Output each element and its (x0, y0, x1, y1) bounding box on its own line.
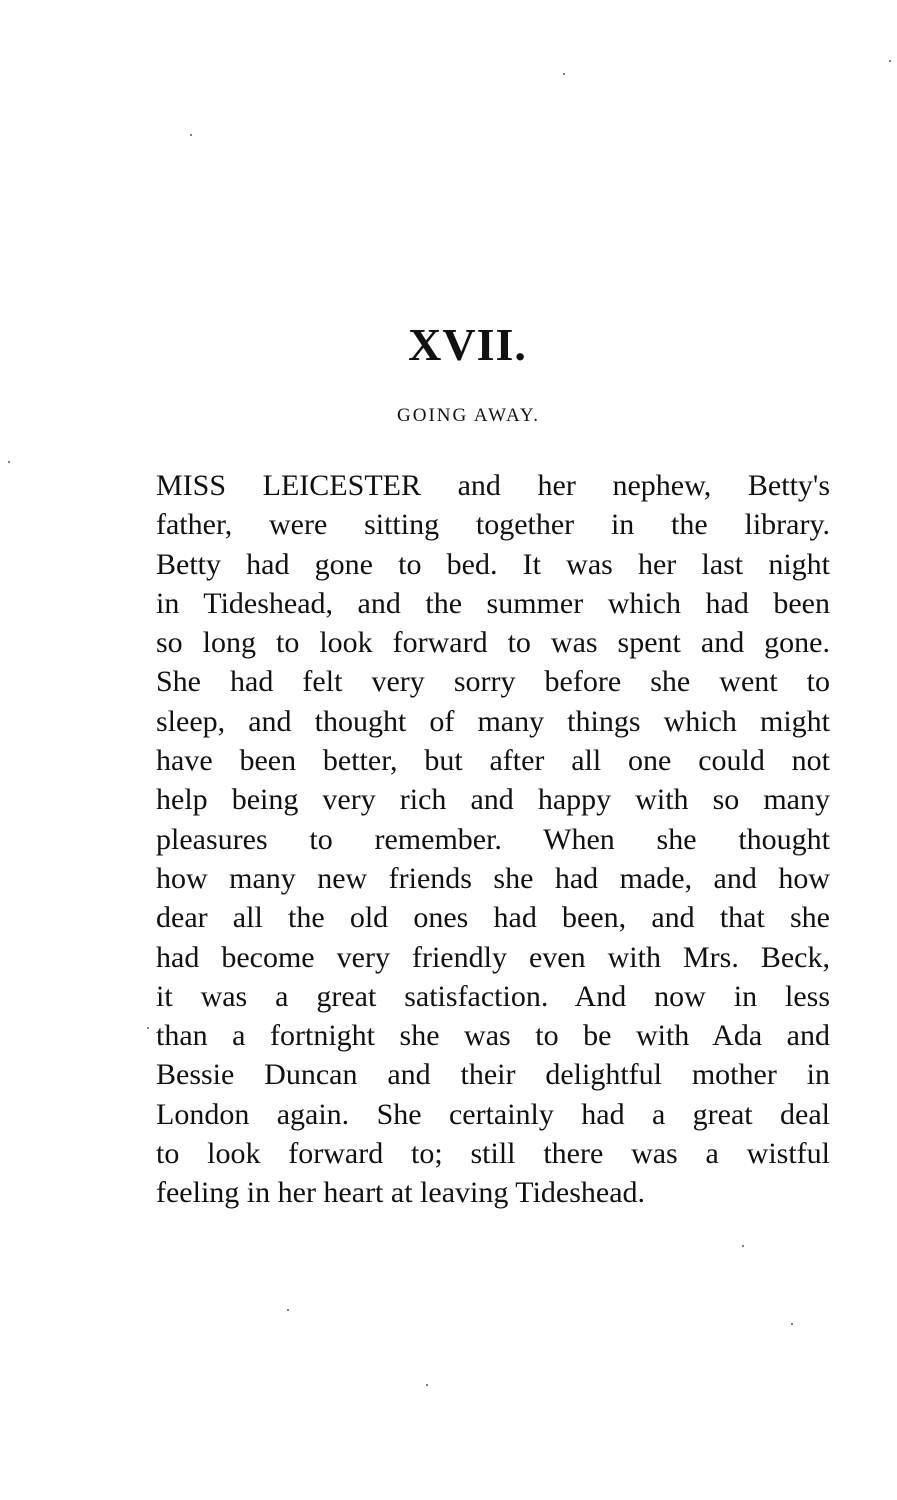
text-line: had become very friendly even with Mrs. Beck, (156, 940, 830, 974)
text-line: She had felt very sorry before she went to (156, 665, 830, 699)
text-line: London again. She certainly had a great deal (156, 1097, 830, 1131)
print-speck (426, 1384, 428, 1386)
text-line: in Tideshead, and the summer which had been (156, 586, 830, 620)
text-line: dear all the old ones had been, and that she (156, 901, 830, 935)
text-line: feeling in her heart at leaving Tideshead. (156, 1176, 646, 1210)
text-line: MISS LEICESTER and her nephew, Betty's (156, 469, 830, 502)
print-speck (190, 134, 192, 136)
print-speck (287, 1309, 289, 1311)
print-speck (791, 1323, 793, 1325)
text-line: Betty had gone to bed. It was her last night (156, 547, 830, 581)
text-line: it was a great satisfaction. And now in less (156, 979, 830, 1013)
text-line: than a fortnight she was to be with Ada and (156, 1019, 830, 1053)
text-line: sleep, and thought of many things which might (156, 704, 830, 738)
text-line: so long to look forward to was spent and gone. (156, 626, 830, 660)
text-line: help being very rich and happy with so many (156, 783, 830, 817)
text-line: father, were sitting together in the library. (156, 508, 830, 542)
print-speck (8, 461, 10, 463)
text-line: Bessie Duncan and their delightful mother in (156, 1058, 830, 1092)
print-speck (147, 1027, 149, 1029)
print-speck (563, 73, 565, 75)
text-line: have been better, but after all one could not (156, 744, 830, 778)
text-line: pleasures to remember. When she thought (156, 822, 830, 856)
print-speck (742, 1245, 744, 1247)
text-line: how many new friends she had made, and how (156, 861, 830, 895)
print-speck (889, 60, 891, 62)
chapter-number: XVII. (408, 319, 527, 370)
chapter-paragraph (156, 466, 830, 1213)
chapter-title: GOING AWAY. (397, 405, 540, 426)
text-line: to look forward to; still there was a wistful (156, 1137, 830, 1171)
